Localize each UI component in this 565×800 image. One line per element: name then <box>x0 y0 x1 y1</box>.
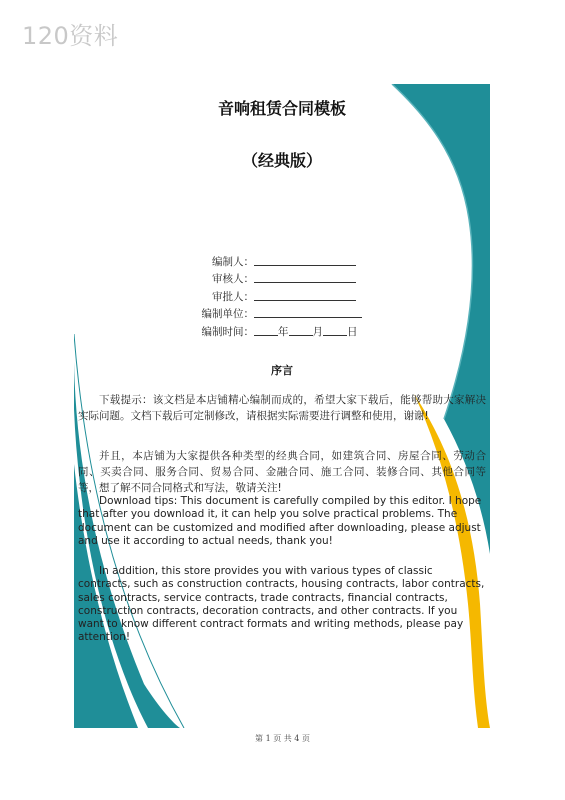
watermark: 120资料 <box>22 22 119 50</box>
year-blank <box>254 324 278 336</box>
time-label: 编制时间： <box>201 325 254 338</box>
year-label: 年 <box>278 325 289 338</box>
month-label: 月 <box>312 325 323 338</box>
document-title: 音响租赁合同模板 <box>217 99 346 118</box>
editor-blank <box>254 254 356 266</box>
paragraph-store-intro-cn: 并且，本店铺为大家提供各种类型的经典合同，如建筑合同、房屋合同、劳动合同、买卖合同、服务合同、贸易合同、金融合同、施工合同、装修合同、其他合同等等，想了解不同合同格式和写法，敬请关注! <box>78 450 486 494</box>
day-blank <box>323 324 347 336</box>
meta-row-unit <box>194 306 362 323</box>
approver-label: 审批人： <box>212 290 254 303</box>
meta-row-time <box>194 324 362 341</box>
document-page <box>74 84 490 728</box>
day-label: 日 <box>347 325 358 338</box>
page-content <box>74 84 490 728</box>
document-subtitle: （经典版） <box>241 151 322 170</box>
paragraph-download-tip-cn: 下载提示：该文档是本店铺精心编制而成的，希望大家下载后，能够帮助大家解决实际问题。文档下载后可定制修改，请根据实际需要进行调整和使用，谢谢! <box>78 394 486 422</box>
unit-blank <box>254 306 362 318</box>
document-meta <box>194 254 362 341</box>
reviewer-label: 审核人： <box>212 273 254 286</box>
meta-row-approver <box>194 289 362 306</box>
editor-label: 编制人： <box>212 256 254 268</box>
reviewer-blank <box>254 271 356 283</box>
meta-row-editor <box>194 254 362 271</box>
paragraph-download-tip-en: Download tips: This document is carefully compiled by this editor. I hope that after you download it, it can help you solve practical problems. The document can be customized and modified after downloading, please adjust and use it according to actual needs, thank you! <box>78 495 482 547</box>
meta-row-reviewer <box>194 271 362 288</box>
unit-label: 编制单位： <box>201 308 254 321</box>
month-blank <box>289 324 313 336</box>
approver-blank <box>254 289 356 301</box>
page-footer: 第 1 页 共 4 页 <box>255 734 310 743</box>
preface-title: 序言 <box>271 364 293 377</box>
paragraph-store-intro-en: In addition, this store provides you with various types of classic contracts, such as construction contracts, housing contracts, labor contracts, sales contracts, service contracts, trade contracts, financial contracts, construction contracts, decoration contracts, and other contracts. If you want to know different contract formats and writing methods, please pay attention! <box>78 565 485 644</box>
